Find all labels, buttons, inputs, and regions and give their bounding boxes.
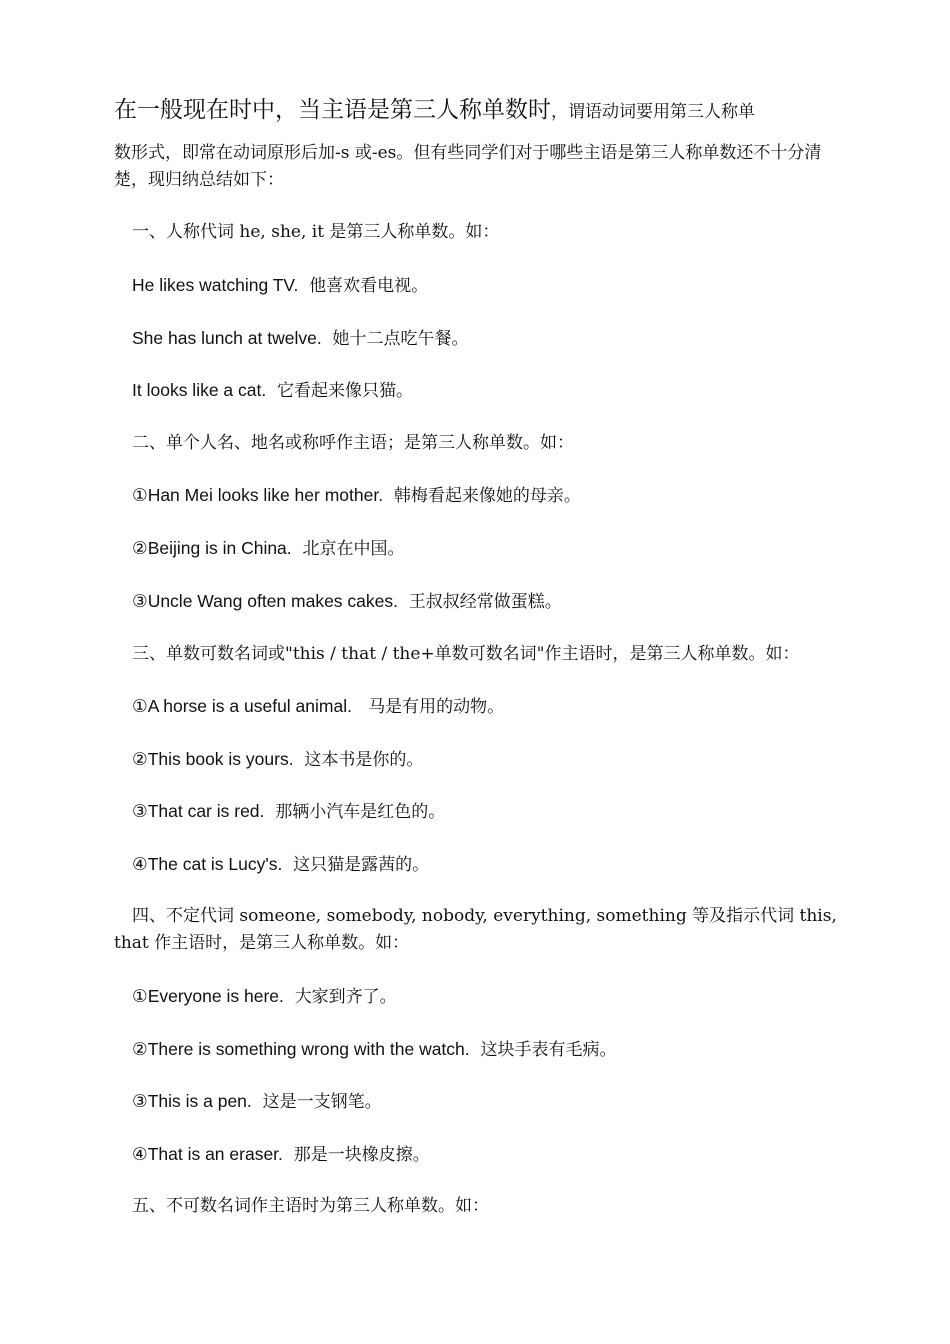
intro-paragraph: 数形式，即常在动词原形后加-s 或-es。但有些同学们对于哪些主语是第三人称单数还不十分清楚，现归纳总结如下： <box>114 143 822 190</box>
example-english: ②Beijing is in China. <box>132 538 292 558</box>
example-chinese: 这本书是你的。 <box>304 750 424 770</box>
example-chinese: 韩梅看起来像她的母亲。 <box>393 486 581 506</box>
section-1-heading: 一、人称代词 he, she, it 是第三人称单数。如： <box>132 222 500 242</box>
example-chinese: 它看起来像只猫。 <box>277 381 414 401</box>
example-chinese: 这只猫是露茜的。 <box>293 855 430 875</box>
example-line <box>132 272 428 299</box>
example-english: ①A horse is a useful animal. <box>132 696 352 716</box>
example-english: ③Uncle Wang often makes cakes. <box>132 591 398 611</box>
intro-first-line <box>114 90 854 132</box>
section-2-heading: 二、单个人名、地名或称呼作主语；是第三人称单数。如： <box>132 433 574 453</box>
example-english: ①Everyone is here. <box>132 986 284 1006</box>
section-4-heading-line2: that 作主语时，是第三人称单数。如： <box>114 933 410 953</box>
intro-continuation: 谓语动词要用第三人称单 <box>568 102 755 122</box>
example-line <box>132 1036 616 1063</box>
example-chinese: 她十二点吃午餐。 <box>332 329 469 349</box>
example-chinese: 那辆小汽车是红色的。 <box>275 802 446 822</box>
example-line <box>132 983 397 1010</box>
example-chinese: 这是一支钢笔。 <box>262 1092 382 1112</box>
example-english: ④That is an eraser. <box>132 1144 283 1164</box>
example-line <box>132 746 423 773</box>
example-english: ①Han Mei looks like her mother. <box>132 485 384 505</box>
example-line <box>132 693 504 720</box>
example-chinese: 王叔叔经常做蛋糕。 <box>408 592 562 612</box>
section-4-heading <box>114 903 854 957</box>
example-line <box>132 377 413 404</box>
example-line <box>132 535 404 562</box>
example-chinese: 北京在中国。 <box>302 539 405 559</box>
example-line <box>132 482 581 509</box>
example-line <box>132 325 469 352</box>
example-line <box>132 1141 430 1168</box>
example-english: ③That car is red. <box>132 801 265 821</box>
section-4-heading-line1: 四、不定代词 someone, somebody, nobody, everything, something 等及指示代词 this, <box>132 906 837 926</box>
example-chinese: 这块手表有毛病。 <box>480 1040 617 1060</box>
section-5-heading: 五、不可数名词作主语时为第三人称单数。如： <box>132 1196 489 1216</box>
example-chinese: 大家到齐了。 <box>294 987 397 1007</box>
example-chinese: 马是有用的动物。 <box>368 697 505 717</box>
example-english: It looks like a cat. <box>132 380 267 400</box>
example-line <box>132 1088 382 1115</box>
section-3-heading: 三、单数可数名词或"this / that / the+单数可数名词"作主语时，是第三人称单数。如： <box>132 644 800 664</box>
example-chinese: 他喜欢看电视。 <box>309 276 429 296</box>
intro-comma: ， <box>551 102 568 122</box>
example-english: ④The cat is Lucy's. <box>132 854 283 874</box>
example-english: ②There is something wrong with the watch. <box>132 1039 470 1059</box>
example-line <box>132 588 562 615</box>
example-english: ②This book is yours. <box>132 749 294 769</box>
example-line <box>132 798 445 825</box>
example-chinese: 那是一块橡皮擦。 <box>293 1145 430 1165</box>
example-english: He likes watching TV. <box>132 275 299 295</box>
example-english: She has lunch at twelve. <box>132 328 322 348</box>
example-english: ③This is a pen. <box>132 1091 252 1111</box>
example-line <box>132 851 429 878</box>
intro-lead-text: 在一般现在时中，当主语是第三人称单数时 <box>114 97 551 123</box>
